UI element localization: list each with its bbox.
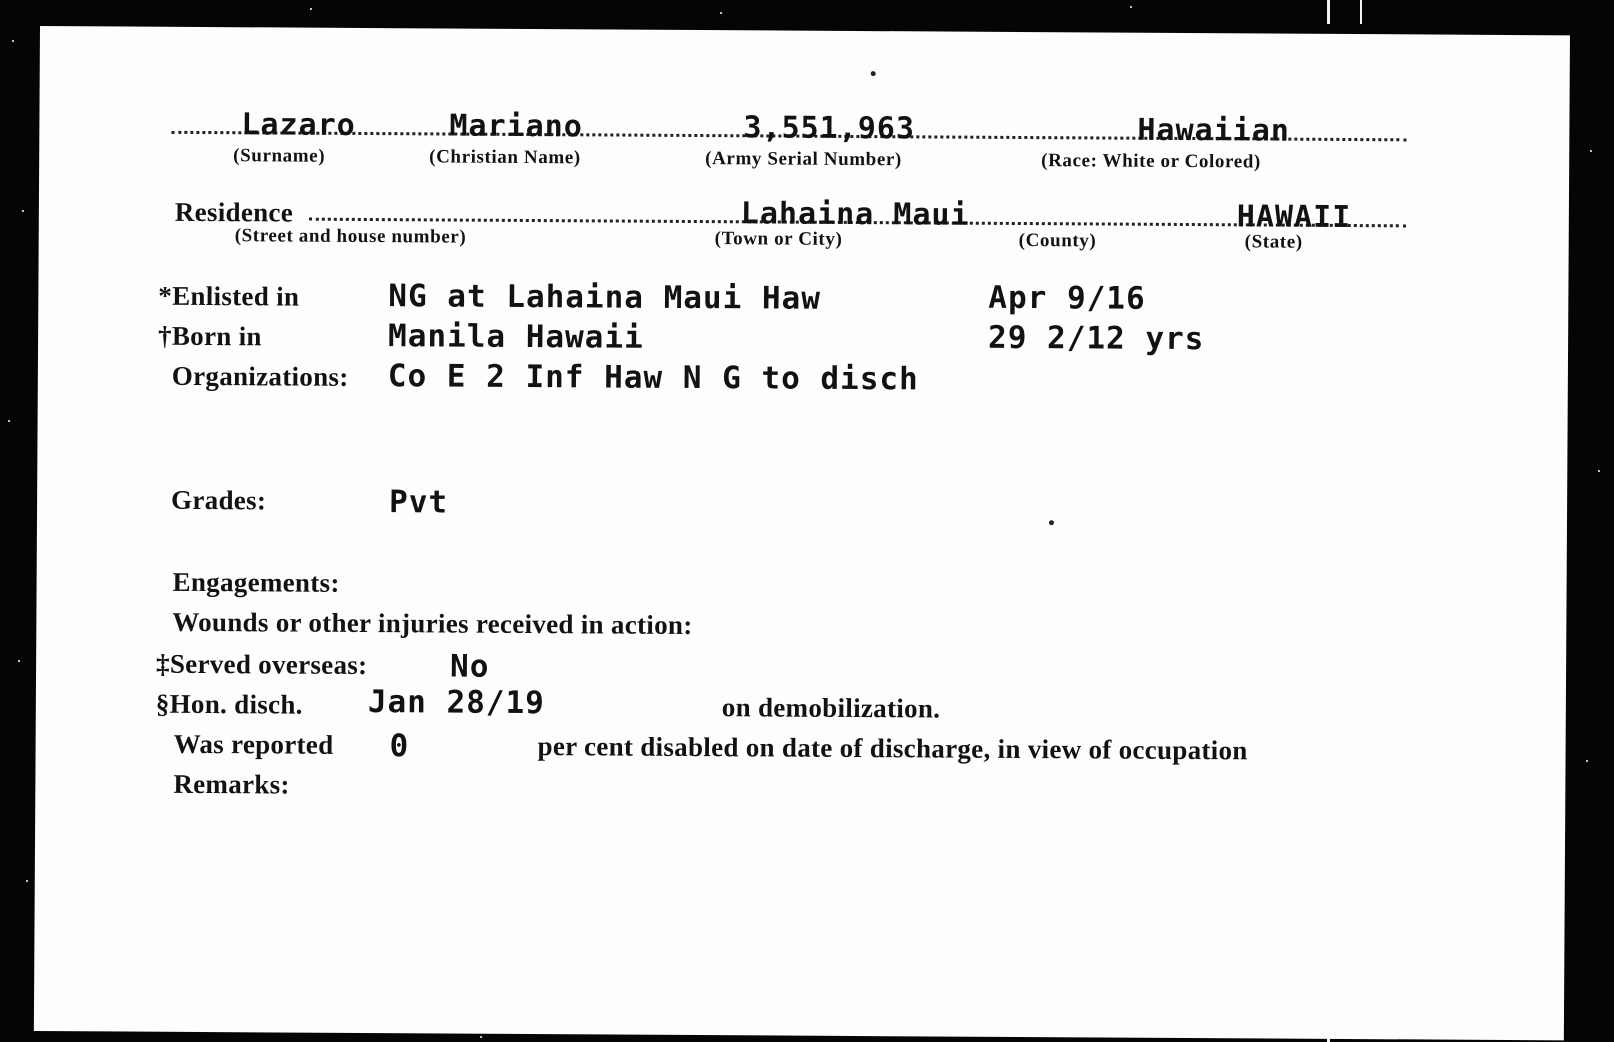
wounds-label: Wounds or other injuries received in action:	[172, 606, 693, 640]
engagements-label: Engagements:	[172, 566, 340, 598]
state-caption: (State)	[1244, 231, 1303, 253]
enlisted-label: *Enlisted in	[158, 280, 300, 312]
disability-label: Was reported	[173, 728, 334, 760]
disability-suffix: per cent disabled on date of discharge, in view of occupation	[537, 731, 1248, 766]
organizations-label: Organizations:	[171, 360, 349, 392]
town-caption: (Town or City)	[714, 228, 843, 250]
serial-number-caption: (Army Serial Number)	[705, 148, 902, 171]
discharge-suffix: on demobilization.	[721, 692, 941, 724]
born-age: 29 2/12 yrs	[988, 319, 1205, 358]
overseas-label: ‡Served overseas:	[156, 648, 368, 681]
disability-value: 0	[389, 728, 410, 765]
christian-name-value: Mariano	[449, 108, 583, 145]
race-caption: (Race: White or Colored)	[1041, 150, 1261, 173]
born-value: Manila Hawaii	[388, 318, 644, 356]
discharge-label: §Hon. disch.	[155, 688, 303, 720]
discharge-date: Jan 28/19	[367, 684, 545, 722]
serial-number-value: 3,551,963	[743, 110, 916, 147]
county-caption: (County)	[1018, 229, 1097, 252]
surname-value: Lazaro	[241, 107, 356, 143]
enlisted-date: Apr 9/16	[988, 279, 1146, 317]
grades-label: Grades:	[171, 484, 267, 516]
residence-label: Residence	[174, 196, 294, 228]
grades-value: Pvt	[388, 484, 449, 521]
state-value: HAWAII	[1236, 199, 1352, 236]
index-card	[34, 26, 1570, 1040]
christian-name-caption: (Christian Name)	[429, 146, 581, 169]
born-label: †Born in	[158, 320, 262, 352]
race-value: Hawaiian	[1137, 112, 1290, 149]
organizations-value: Co E 2 Inf Haw N G to disch	[387, 358, 919, 398]
remarks-label: Remarks:	[173, 768, 290, 800]
surname-caption: (Surname)	[233, 145, 326, 167]
town-value: Lahaina Maui	[740, 196, 970, 233]
street-caption: (Street and house number)	[234, 225, 467, 248]
overseas-value: No	[449, 648, 490, 685]
enlisted-value: NG at Lahaina Maui Haw	[388, 278, 822, 317]
